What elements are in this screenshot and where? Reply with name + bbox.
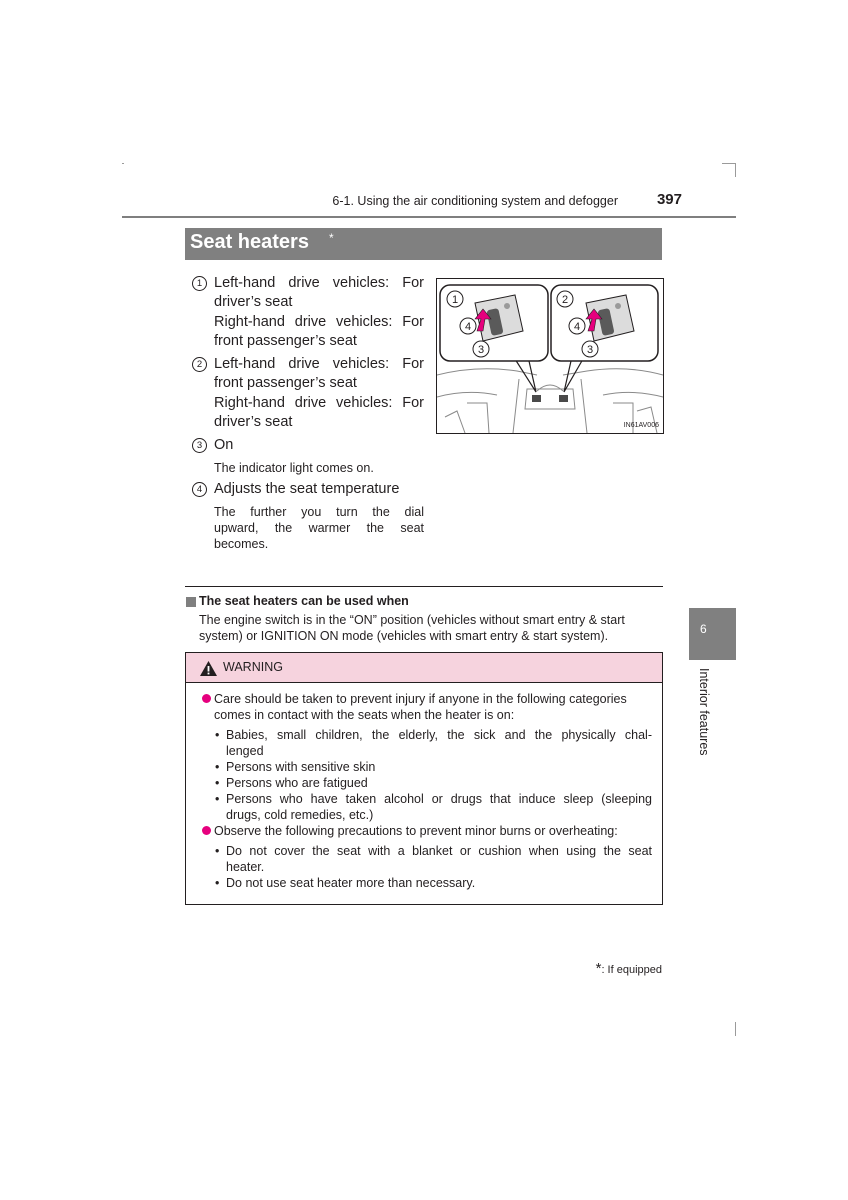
footnote (560, 960, 662, 977)
sub-bullet-mark: • (215, 792, 220, 806)
crop-mark-top-right-h (722, 163, 736, 164)
callout-4-left: 4 (464, 321, 472, 333)
callout-4-right: 4 (573, 321, 581, 333)
item-marker-4: 4 (192, 482, 207, 497)
warning-icon (199, 660, 218, 677)
footnote-text: : If equipped (601, 964, 662, 976)
warning-point-1-sub-4-line-1: Persons who have taken alcohol or drugs that induce sleep (sleeping (226, 792, 652, 806)
callout-3-right: 3 (586, 344, 594, 356)
item-marker-3: 3 (192, 438, 207, 453)
footnote-symbol: * (595, 960, 602, 977)
header-rule (122, 216, 736, 218)
warning-point-2-sub-1-line-1: Do not cover the seat with a blanket or cushion when using the seat (226, 844, 652, 858)
section-heading: The seat heaters can be used when (199, 594, 409, 608)
item-1-line-1: Left-hand drive vehicles: For (214, 275, 424, 291)
page-number: 397 (656, 191, 682, 208)
item-marker-1: 1 (192, 276, 207, 291)
item-2-line-2: front passenger’s seat (214, 375, 357, 391)
sub-bullet-mark: • (215, 776, 220, 790)
section-marker (186, 597, 196, 607)
callout-3-left: 3 (477, 344, 485, 356)
warning-point-1-sub-2: Persons with sensitive skin (226, 760, 376, 774)
item-2-line-3: Right-hand drive vehicles: For (214, 395, 424, 411)
item-marker-2: 2 (192, 357, 207, 372)
warning-point-1-sub-4-line-2: drugs, cold remedies, etc.) (226, 808, 374, 822)
warning-point-2-line-1: Observe the following precautions to prevent minor burns or overheating: (214, 824, 618, 838)
warning-box (185, 652, 663, 905)
seat-heater-illustration (436, 278, 664, 434)
item-4-label: Adjusts the seat temperature (214, 481, 400, 497)
section-body: The engine switch is in the “ON” position (vehicles without smart entry & start system) or IGNITION ON mode (vehicles with smart entry & start system). (199, 613, 625, 643)
sub-bullet-mark: • (215, 760, 220, 774)
warning-point-1-line-2: comes in contact with the seats when the heater is on: (214, 708, 515, 722)
page-title: Seat heaters (190, 231, 309, 253)
item-4-note-line-2: upward, the warmer the seat (214, 521, 424, 535)
warning-bullet-2 (202, 826, 211, 835)
warning-point-1-sub-1-line-1: Babies, small children, the elderly, the sick and the physically chal- (226, 728, 652, 742)
item-2-line-1: Left-hand drive vehicles: For (214, 356, 424, 372)
warning-point-1-line-1: Care should be taken to prevent injury if anyone in the following categories (214, 692, 627, 706)
title-asterisk: * (329, 231, 334, 245)
section-rule (185, 586, 663, 587)
illustration-drawing (437, 279, 663, 433)
crop-mark-top-left (122, 163, 124, 164)
warning-point-1-sub-3: Persons who are fatigued (226, 776, 368, 790)
chapter-number: 6 (700, 622, 707, 636)
chapter-title: Interior features (697, 668, 711, 756)
warning-point-2-sub-1-line-2: heater. (226, 860, 265, 874)
sub-bullet-mark: • (215, 876, 220, 890)
item-1-line-3: Right-hand drive vehicles: For (214, 314, 424, 330)
crop-mark-bottom-right (735, 1022, 736, 1036)
item-2-line-4: driver’s seat (214, 414, 293, 430)
warning-header (186, 653, 662, 683)
crop-mark-top-right-v (735, 163, 736, 177)
callout-1: 1 (451, 294, 459, 306)
item-3-note: The indicator light comes on. (214, 461, 374, 475)
warning-point-1-sub-1-line-2: lenged (226, 744, 264, 758)
illustration-code: IN61AV006 (623, 422, 659, 429)
warning-bullet-1 (202, 694, 211, 703)
callout-2: 2 (561, 294, 569, 306)
chapter-tab (689, 608, 736, 660)
warning-point-2-sub-2: Do not use seat heater more than necessary. (226, 876, 476, 890)
item-4-note-line-3: becomes. (214, 537, 269, 551)
sub-bullet-mark: • (215, 844, 220, 858)
item-4-note-line-1: The further you turn the dial (214, 505, 424, 519)
page-title-bar (185, 228, 662, 260)
item-1-line-2: driver’s seat (214, 294, 293, 310)
item-1-line-4: front passenger’s seat (214, 333, 357, 349)
running-header: 6-1. Using the air conditioning system and defogger (332, 194, 618, 208)
warning-label: WARNING (223, 660, 283, 674)
sub-bullet-mark: • (215, 728, 220, 742)
item-3-label: On (214, 437, 234, 453)
